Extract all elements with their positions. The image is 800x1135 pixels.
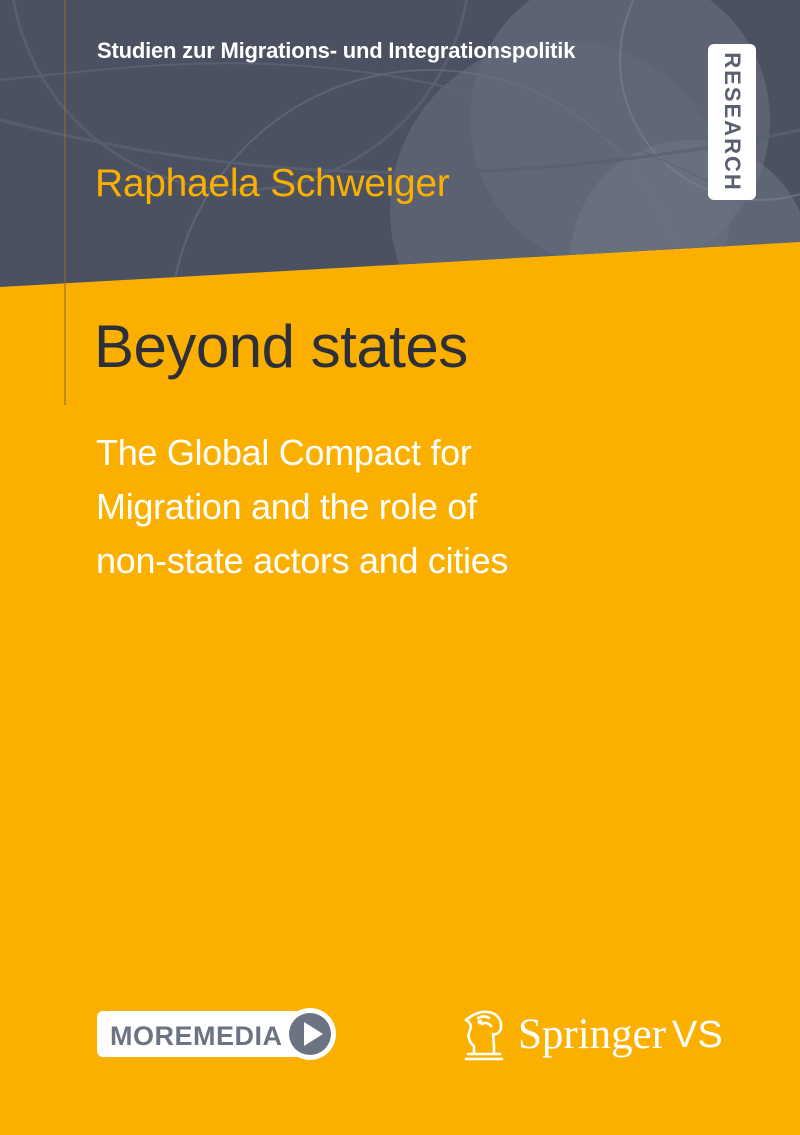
author-name: Raphaela Schweiger [95,162,450,205]
series-title: Studien zur Migrations- und Integrationspolitik [97,38,576,63]
subtitle-line: Migration and the role of [96,486,477,527]
moremedia-button[interactable] [97,1007,339,1061]
subtitle-line: The Global Compact for [96,432,472,473]
book-title: Beyond states [94,313,468,380]
play-icon[interactable] [283,1007,337,1061]
publisher-name: Springer [518,1011,667,1058]
book-subtitle [96,426,656,588]
publisher-suffix: VS [672,1014,723,1056]
research-badge-label: RESEARCH [720,52,745,192]
subtitle-line: non-state actors and cities [96,540,509,581]
research-badge [708,44,756,200]
moremedia-label: MOREMEDIA [110,1021,283,1051]
divider-line [64,0,66,405]
springer-knight-icon [460,1006,510,1062]
publisher-logo [460,1004,730,1064]
